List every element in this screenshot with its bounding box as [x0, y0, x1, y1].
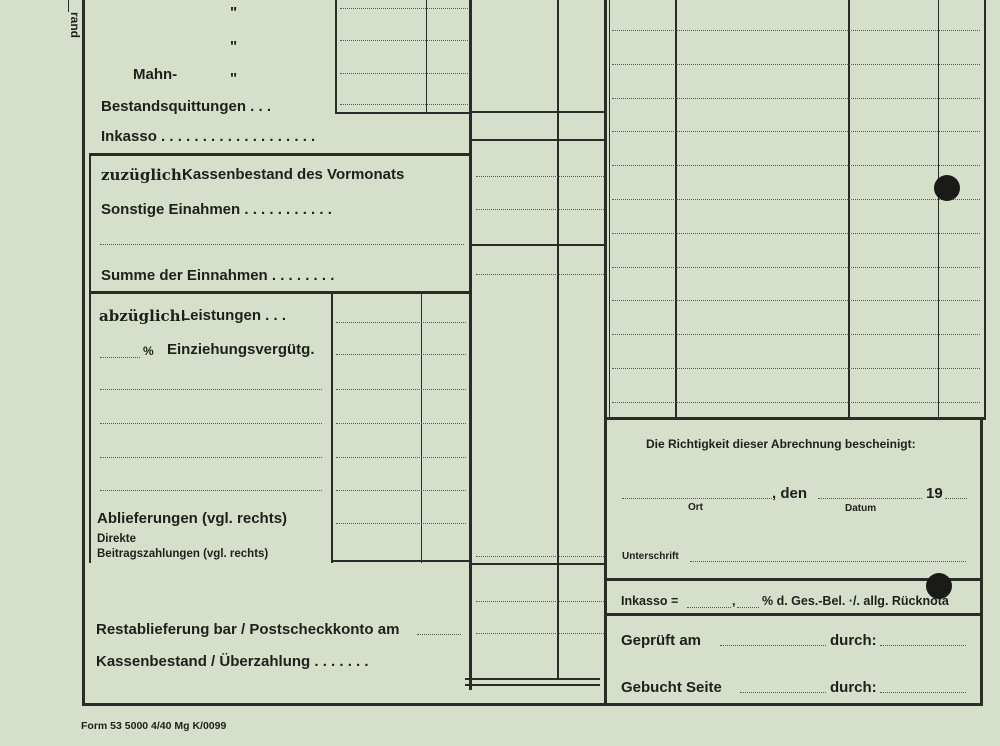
durch-label-1: durch:	[830, 632, 877, 649]
unterschrift-blank	[690, 561, 966, 562]
col-leist-a	[331, 293, 333, 563]
ditto-3: "	[230, 70, 238, 87]
mid-dot-2	[476, 209, 604, 210]
beitragszahlungen-label: Beitragszahlungen (vgl. rechts)	[97, 548, 269, 560]
rgrid-bottom	[604, 417, 984, 420]
summe-einnahmen-label: Summe der Einnahmen . . . . . . . .	[101, 267, 335, 284]
rgrid-row-line	[612, 30, 980, 31]
mid-dot-6	[476, 556, 604, 557]
blank-line-4	[100, 490, 322, 491]
rgrid-row-line	[612, 64, 980, 65]
punch-hole-top	[934, 175, 960, 201]
inkasso-blank-1	[687, 607, 731, 608]
rgrid-row-line	[612, 199, 980, 200]
sep-inkasso	[90, 153, 470, 156]
rgrid-v3	[848, 0, 850, 418]
inkasso-line-rest: % d. Ges.-Bel. ·/. allg. Rücknota	[762, 594, 949, 608]
gebucht-seite-label: Gebucht Seite	[621, 679, 722, 696]
top-cols-bottom	[335, 112, 470, 114]
leist-dot-4	[336, 423, 466, 424]
abzueglich-label: abzüglich:	[99, 307, 187, 325]
rgrid-row-line	[612, 300, 980, 301]
kassenbestand-ueberzahlung-label: Kassenbestand / Überzahlung . . . . . . .	[96, 653, 369, 670]
mid-dot-4	[476, 601, 604, 602]
mahn-label: Mahn-	[133, 66, 178, 83]
rgrid-row-line	[612, 267, 980, 268]
sep-summe	[90, 291, 470, 294]
ditto-2: "	[230, 38, 238, 55]
cert-heading: Die Richtigkeit dieser Abrechnung bescheinigt:	[646, 437, 916, 451]
col-mid-left	[469, 0, 472, 690]
gebucht-blank	[740, 692, 826, 693]
top-dot-2	[340, 40, 468, 41]
leistungen-label: Leistungen . . .	[181, 307, 287, 324]
blank-line-3	[100, 457, 322, 458]
mid-sep-1	[470, 111, 606, 113]
mid-sep-6	[465, 684, 600, 686]
ablieferungen-label: Ablieferungen (vgl. rechts)	[97, 510, 288, 527]
col-mid-right	[604, 0, 607, 706]
rgrid-row-line	[612, 368, 980, 369]
restablieferung-blank	[417, 634, 461, 635]
leist-dot-6	[336, 490, 466, 491]
ort-caption: Ort	[688, 502, 703, 513]
cert-sep-2	[604, 613, 980, 616]
durch-blank-1	[880, 645, 966, 646]
ditto-1: "	[230, 4, 238, 21]
kassenbestand-vormonat-label: Kassenbestand des Vormonats	[182, 166, 405, 183]
mid-sep-5	[465, 678, 600, 680]
blank-line-sonstige	[100, 244, 464, 245]
mid-sep-2	[470, 139, 606, 141]
year-prefix: 19	[926, 485, 943, 502]
rgrid-row-line	[612, 131, 980, 132]
inkasso-label: Inkasso . . . . . . . . . . . . . . . . . . .	[101, 128, 316, 145]
durch-label-2: durch:	[830, 679, 877, 696]
den-label: , den	[772, 485, 808, 502]
mid-dot-5	[476, 633, 604, 634]
bestandsquittungen-label: Bestandsquittungen . . .	[101, 98, 272, 115]
sonstige-einnahmen-label: Sonstige Einahmen . . . . . . . . . . .	[101, 201, 332, 218]
unterschrift-label: Unterschrift	[622, 551, 679, 562]
zuzueglich-label: zuzüglich:	[101, 166, 188, 184]
leist-dot-5	[336, 457, 466, 458]
leist-dot-7	[336, 523, 466, 524]
inkasso-comma: ,	[732, 594, 736, 608]
einziehungsverguetung-label: Einziehungsvergütg.	[167, 341, 315, 358]
year-blank	[945, 498, 967, 499]
top-dot-3	[340, 73, 468, 74]
ort-blank	[622, 498, 772, 499]
form-code: Form 53 5000 4/40 Mg K/0099	[81, 720, 227, 732]
col-mid-inner	[557, 0, 559, 680]
form-left-border	[82, 0, 85, 706]
rgrid-row-line	[612, 233, 980, 234]
inkasso-line-label: Inkasso =	[621, 594, 679, 608]
col-top-a	[335, 0, 337, 114]
margin-line	[68, 0, 69, 12]
geprueft-am-label: Geprüft am	[621, 632, 702, 649]
rgrid-row-line	[612, 165, 980, 166]
rgrid-v1	[609, 0, 610, 418]
top-dot-1	[340, 8, 468, 9]
rgrid-row-line	[612, 334, 980, 335]
leist-bottom	[331, 560, 470, 562]
datum-blank	[818, 498, 922, 499]
right-table-outer-border	[984, 0, 986, 420]
col-top-b	[426, 0, 427, 114]
left-block-inner-edge	[89, 153, 91, 563]
mid-dot-1	[476, 176, 604, 177]
leist-dot-2	[336, 354, 466, 355]
inkasso-blank-2	[737, 607, 759, 608]
restablieferung-label: Restablieferung bar / Postscheckkonto am	[96, 621, 400, 638]
form-right-border	[980, 420, 983, 706]
blank-line-2	[100, 423, 322, 424]
mid-dot-3	[476, 274, 604, 275]
cert-sep-1	[604, 578, 980, 581]
percent-blank	[100, 357, 140, 358]
direkte-label: Direkte	[97, 533, 136, 545]
durch-blank-2	[880, 692, 966, 693]
geprueft-blank	[720, 645, 826, 646]
rgrid-row-line	[612, 402, 980, 403]
top-dot-4	[340, 104, 468, 105]
mid-sep-4	[470, 563, 606, 565]
form-bottom-border	[82, 703, 982, 706]
blank-line-1	[100, 389, 322, 390]
margin-rand-text: rand	[68, 12, 82, 39]
rgrid-v4	[938, 0, 939, 418]
percent-sign: %	[143, 344, 154, 358]
leist-dot-1	[336, 322, 466, 323]
mid-sep-3	[470, 244, 606, 246]
rgrid-v2	[675, 0, 677, 418]
datum-caption: Datum	[845, 503, 877, 514]
rgrid-row-line	[612, 98, 980, 99]
leist-dot-3	[336, 389, 466, 390]
